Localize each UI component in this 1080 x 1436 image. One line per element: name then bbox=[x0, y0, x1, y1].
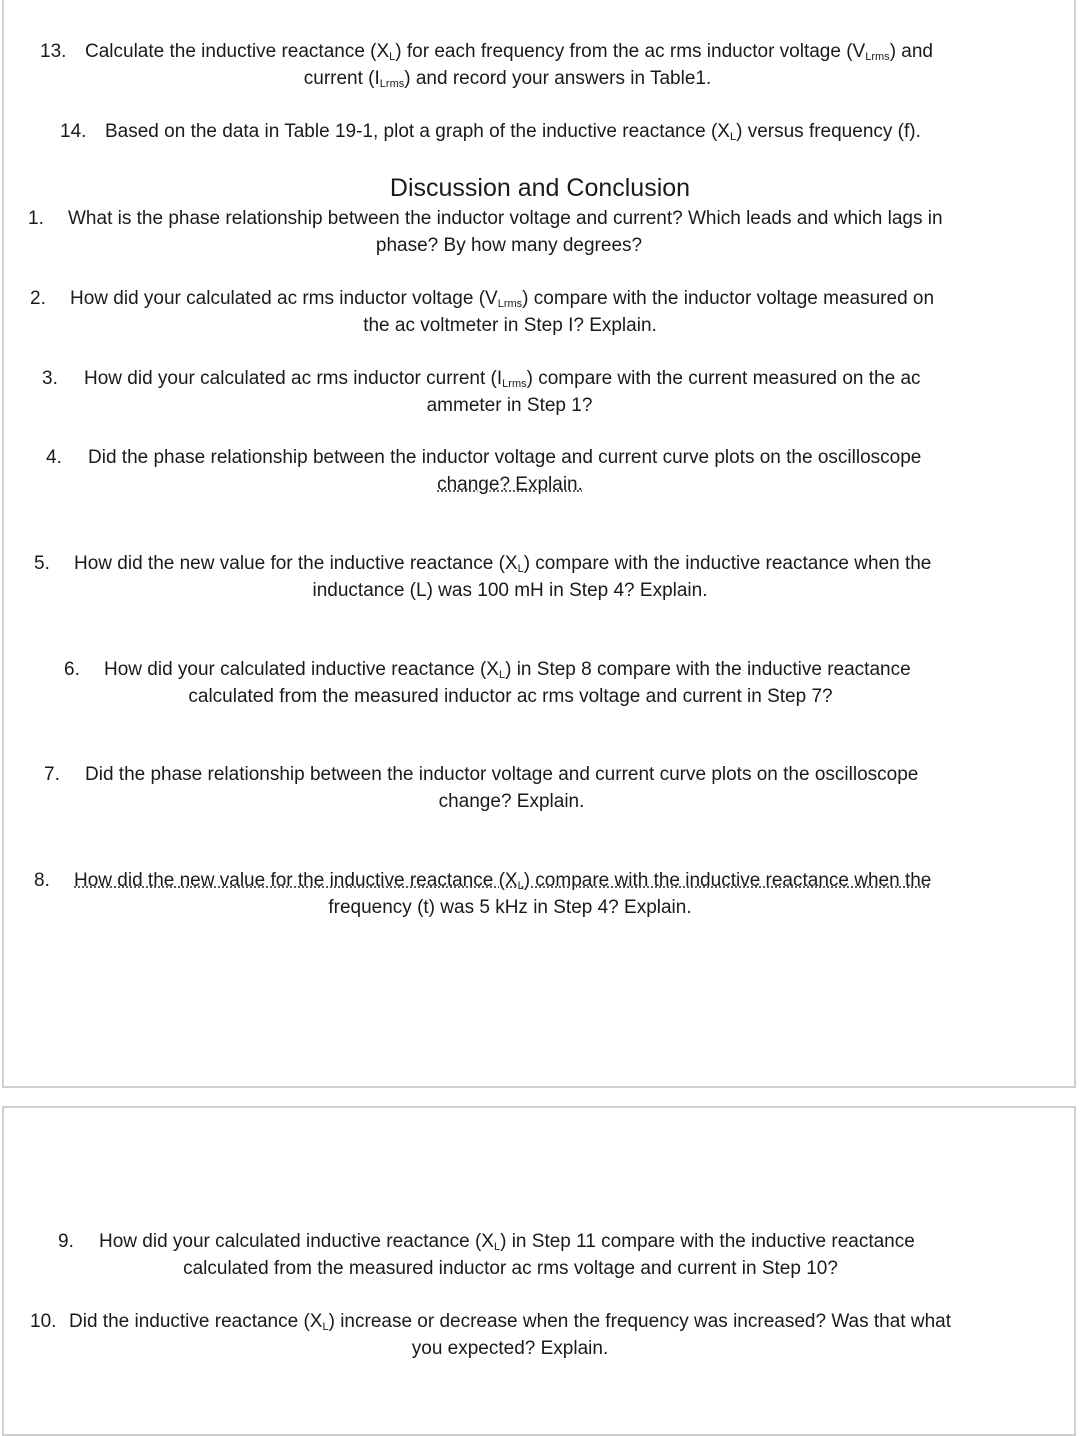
question-text-line1: How did the new value for the inductive reactance $(X_L)$ compare with the inductive reactance when the bbox=[74, 553, 932, 575]
question-10 bbox=[30, 1308, 990, 1362]
question-text-line1: Did the phase relationship between the inductor voltage and current curve plots on the oscilloscope bbox=[85, 764, 919, 785]
step-14 bbox=[60, 118, 960, 145]
question-number: 5. bbox=[34, 553, 50, 574]
question-6 bbox=[64, 656, 957, 710]
question-number: 2. bbox=[30, 288, 46, 309]
question-number: 8. bbox=[34, 870, 50, 891]
question-text-line2: the ac voltmeter in Step I? Explain. bbox=[363, 315, 657, 336]
question-number: 6. bbox=[64, 659, 80, 680]
question-number: 7. bbox=[44, 764, 60, 785]
question-text-line2: frequency (t) was 5 kHz in Step 4? Explain. bbox=[328, 897, 692, 918]
step-text-line1: Based on the data in Table 19-1, plot a graph of the inductive reactance $(X_L)$ versus frequency (f). bbox=[105, 121, 921, 143]
question-text-line1: How did the new value for the inductive reactance $(X_L)$ compare with the inductive reactance when the bbox=[74, 870, 932, 892]
step-13 bbox=[40, 38, 975, 92]
question-number: 10. bbox=[30, 1311, 57, 1332]
question-number: 4. bbox=[46, 447, 62, 468]
question-1 bbox=[28, 205, 990, 259]
question-text-line2: calculated from the measured inductor ac rms voltage and current in Step 10? bbox=[183, 1258, 838, 1279]
question-text-line2: change? Explain. bbox=[438, 791, 585, 812]
question-text-line2: ammeter in Step 1? bbox=[426, 395, 593, 416]
question-number: 9. bbox=[58, 1231, 74, 1252]
document-page-1 bbox=[2, 0, 1076, 1088]
question-text-line1: What is the phase relationship between the inductor voltage and current? Which leads and which lags in bbox=[68, 208, 943, 229]
section-title: Discussion and Conclusion bbox=[389, 174, 691, 202]
question-text-line1: How did your calculated inductive reactance $(X_L)$ in Step 8 compare with the inductive reactance bbox=[104, 659, 911, 681]
question-8 bbox=[34, 867, 986, 921]
step-text-line2: current $(I_{Lrms})$ and record your answers in Table1. bbox=[303, 68, 712, 90]
question-number: 3. bbox=[42, 368, 58, 389]
question-9 bbox=[58, 1228, 963, 1282]
step-number: 13. bbox=[40, 41, 67, 62]
question-4 bbox=[46, 444, 974, 498]
question-text-line2: you expected? Explain. bbox=[411, 1338, 609, 1359]
question-text-line1: How did your calculated ac rms inductor current $(I_{Lrms})$ compare with the current measured on the ac bbox=[84, 368, 921, 390]
question-text-line1: How did your calculated ac rms inductor voltage $(V_{Lrms})$ compare with the inductor voltage measured on bbox=[70, 288, 935, 310]
question-text-line1: Did the inductive reactance $(X_L)$ increase or decrease when the frequency was increased? Was that what bbox=[69, 1311, 951, 1333]
question-5 bbox=[34, 550, 986, 604]
question-2 bbox=[30, 285, 990, 339]
question-7 bbox=[44, 761, 979, 815]
step-text-line1: Calculate the inductive reactance $(X_L)$ for each frequency from the ac rms inductor voltage $(V_{Lrms})$ and bbox=[85, 41, 933, 63]
question-3 bbox=[42, 365, 977, 419]
question-text-line2: inductance (L) was 100 mH in Step 4? Explain. bbox=[312, 580, 708, 601]
question-text-line2: calculated from the measured inductor ac rms voltage and current in Step 7? bbox=[188, 686, 833, 707]
question-text-line2: change? Explain. bbox=[437, 474, 583, 495]
question-text-line2: phase? By how many degrees? bbox=[375, 235, 643, 256]
question-text-line1: Did the phase relationship between the inductor voltage and current curve plots on the oscilloscope bbox=[88, 447, 922, 468]
question-number: 1. bbox=[28, 208, 44, 229]
step-number: 14. bbox=[60, 121, 87, 142]
question-text-line1: How did your calculated inductive reactance $(X_L)$ in Step 11 compare with the inductive reactance bbox=[99, 1231, 915, 1253]
